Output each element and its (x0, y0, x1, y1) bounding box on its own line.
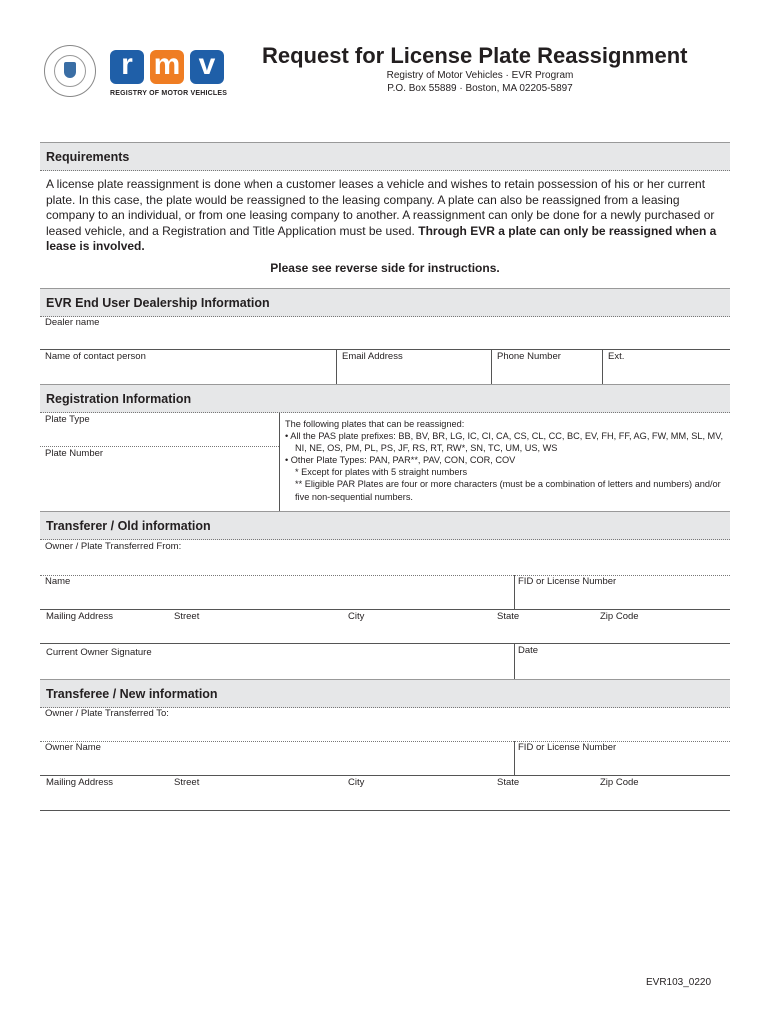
owner-signature-field[interactable]: Current Owner Signature (46, 647, 152, 658)
address-line: P.O. Box 55889 · Boston, MA 02205-5897 (387, 83, 573, 94)
transferee-heading: Transferee / New information (46, 687, 218, 701)
divider (602, 349, 603, 384)
plates-footnote-2: ** Eligible PAR Plates are four or more characters (must be a combination of letters and numbers) and/or five non-sequential numbers. (295, 479, 721, 502)
dealer-header (40, 288, 730, 317)
requirements-text: A license plate reassignment is done when a customer leases a vehicle and wishes to retain possession of his or her current plate. In this case, the plate would be reassigned to the leasing company. A plate can also be reassigned from a leasing company to an individual, or from one leasing company to another. A reassignment can only be done for a newly purchased or leased vehicle, and a Registration and Title Application must be used. (46, 177, 715, 238)
rmv-logo-v: v (190, 50, 224, 84)
plates-intro: The following plates that can be reassigned: (285, 419, 465, 429)
transferer-fid-field[interactable]: FID or License Number (518, 576, 617, 587)
transferer-header (40, 511, 730, 540)
email-field[interactable]: Email Address (342, 351, 403, 362)
reverse-side-note: Please see reverse side for instructions. (270, 261, 500, 275)
divider (40, 446, 279, 447)
divider (40, 643, 730, 644)
ext-field[interactable]: Ext. (608, 351, 625, 362)
registration-heading: Registration Information (46, 392, 192, 406)
divider (40, 775, 730, 776)
transferee-mailing-label: Mailing Address (46, 777, 114, 788)
page-title: Request for License Plate Reassignment (262, 43, 688, 68)
phone-field[interactable]: Phone Number (497, 351, 561, 362)
transferer-zip-field[interactable]: Zip Code (600, 611, 639, 622)
requirements-paragraph (46, 177, 726, 255)
plates-footnote-1: * Except for plates with 5 straight numbers (295, 467, 468, 478)
rmv-logo-subtitle: REGISTRY OF MOTOR VEHICLES (110, 90, 228, 97)
dealer-heading: EVR End User Dealership Information (46, 296, 270, 310)
rmv-logo-m: m (150, 50, 184, 84)
divider (514, 741, 515, 775)
plate-number-field[interactable]: Plate Number (45, 448, 104, 459)
divider (40, 741, 730, 742)
rmv-logo-r: r (110, 50, 144, 84)
dealer-name-field[interactable]: Dealer name (45, 317, 100, 328)
divider (279, 413, 280, 511)
massachusetts-seal (44, 45, 96, 97)
divider (40, 609, 730, 610)
transferred-to-label: Owner / Plate Transferred To: (45, 708, 169, 719)
transferee-street-field[interactable]: Street (174, 777, 200, 788)
requirements-header (40, 142, 730, 171)
transferer-heading: Transferer / Old information (46, 519, 211, 533)
pas-prefixes: • All the PAS plate prefixes: BB, BV, BR, LG, IC, CI, CA, CS, CL, CC, BC, EV, FH, FF, AG, FW, MM, SL, MV, NI, NE, OS, PM, PL, PS, JF, RS, RT, RW*, SN, TC, UM, US, WS (285, 431, 724, 454)
agency-line: Registry of Motor Vehicles · EVR Program (386, 70, 574, 81)
seal-shield-icon (64, 62, 76, 78)
divider (336, 349, 337, 384)
transferee-owner-name-field[interactable]: Owner Name (45, 742, 101, 753)
transferer-street-field[interactable]: Street (174, 611, 200, 622)
registration-header (40, 384, 730, 413)
form-number: EVR103_0220 (646, 977, 712, 988)
plate-type-field[interactable]: Plate Type (45, 414, 90, 425)
other-plate-types: • Other Plate Types: PAN, PAR**, PAV, CON, COR, COV (285, 455, 516, 466)
requirements-heading: Requirements (46, 150, 130, 164)
divider (514, 575, 515, 609)
transferer-name-field[interactable]: Name (45, 576, 71, 587)
transferee-zip-field[interactable]: Zip Code (600, 777, 639, 788)
transferer-state-field[interactable]: State (497, 611, 520, 622)
divider (40, 810, 730, 811)
transferee-header (40, 679, 730, 708)
eligible-plates-list (285, 418, 725, 503)
signature-date-field[interactable]: Date (518, 645, 539, 656)
divider (40, 349, 730, 350)
divider (40, 575, 730, 576)
transferee-city-field[interactable]: City (348, 777, 365, 788)
requirements-bold-text: Through EVR a plate can only be reassigned when a lease is involved. (46, 223, 717, 253)
transferer-mailing-label: Mailing Address (46, 611, 114, 622)
divider (514, 643, 515, 679)
transferee-fid-field[interactable]: FID or License Number (518, 742, 617, 753)
transferer-city-field[interactable]: City (348, 611, 365, 622)
transferred-from-label: Owner / Plate Transferred From: (45, 541, 182, 552)
contact-person-field[interactable]: Name of contact person (45, 351, 146, 362)
divider (491, 349, 492, 384)
transferee-state-field[interactable]: State (497, 777, 520, 788)
